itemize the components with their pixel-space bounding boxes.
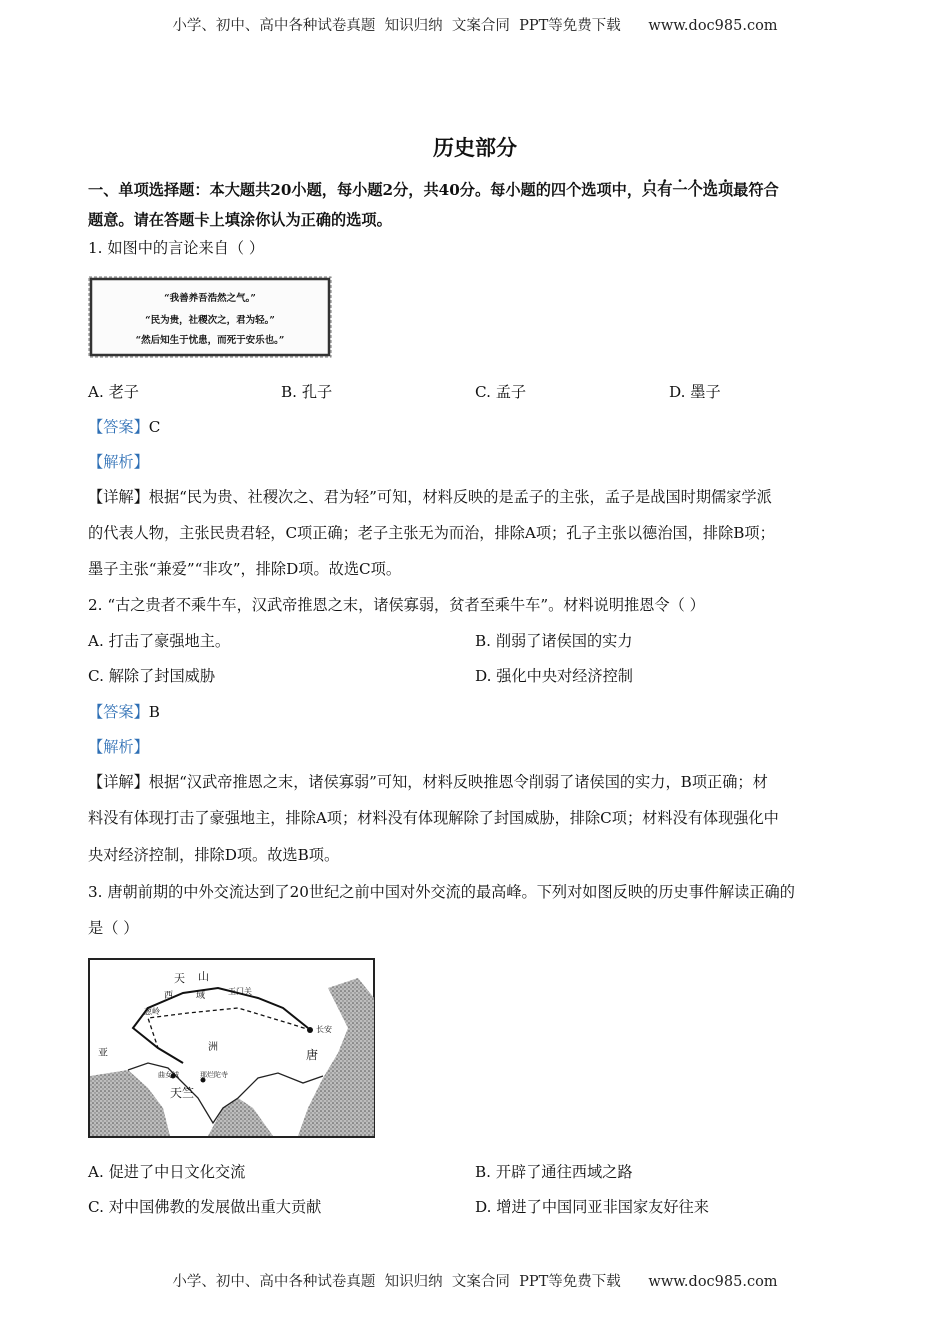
q1-detail-line-1: 【详解】根据“民为贵、社稷次之、君为轻”可知，材料反映的是孟子的主张，孟子是战国时期儒家学派 xyxy=(88,488,772,506)
page-header: 小学、初中、高中各种试卷真题 知识归纳 文案合同 PPT等免费下载 www.doc985.com xyxy=(172,18,778,34)
q3-option-a[interactable]: A. 促进了中日文化交流 xyxy=(88,1163,246,1181)
answer-tag: 【答案】 xyxy=(88,703,149,721)
q2-option-d[interactable]: D. 强化中央对经济控制 xyxy=(475,667,633,685)
q1-stem: 1. 如图中的言论来自（ ） xyxy=(88,239,265,257)
answer-value: B xyxy=(148,703,160,721)
map-label-xi: 西 xyxy=(164,991,174,1001)
detail-tag: 【详解】 xyxy=(88,773,149,791)
detail-tag: 【详解】 xyxy=(88,488,149,506)
map-label-zhou: 洲 xyxy=(208,1042,218,1053)
map-label-tianzhu: 天竺 xyxy=(170,1086,195,1100)
q1-answer xyxy=(88,417,868,437)
answer-value: C xyxy=(148,418,161,436)
q2-detail-line-2: 料没有体现打击了豪强地主，排除A项；材料没有体现解除了封国威胁，排除C项；材料没有体现强化中 xyxy=(88,809,779,827)
map-label-changan: 长安 xyxy=(316,1025,332,1034)
page-footer: 小学、初中、高中各种试卷真题 知识归纳 文案合同 PPT等免费下载 www.doc985.com xyxy=(172,1274,778,1290)
q2-option-c[interactable]: C. 解除了封国威胁 xyxy=(88,667,216,685)
map-label-tian: 天 xyxy=(174,972,185,985)
q1-option-a[interactable]: A. 老子 xyxy=(88,383,139,401)
q1-option-b[interactable]: B. 孔子 xyxy=(281,383,333,401)
map-label-yumenguan: 玉门关 xyxy=(228,987,252,996)
map-label-yu: 域 xyxy=(196,991,206,1001)
map-label-nalantuosi: 那烂陀寺 xyxy=(200,1071,228,1079)
map-label-shan: 山 xyxy=(198,970,209,983)
answer-tag: 【答案】 xyxy=(88,418,149,436)
q1-detail-line-2: 的代表人物，主张民贵君轻，C项正确；老子主张无为而治，排除A项；孔子主张以德治国，排除B项； xyxy=(88,524,775,542)
map-label-ya: 亚 xyxy=(98,1048,108,1059)
map-label-congling: 葱岭 xyxy=(144,1007,160,1016)
quote-line-1: “我善养吾浩然之气。” xyxy=(164,293,256,304)
q1-quote-image xyxy=(88,276,332,358)
q3-map-image xyxy=(88,958,375,1138)
section-instruction-line1: 一、单项选择题：本大题共20小题，每小题2分，共40分。每小题的四个选项中，只有一个选项最符合 xyxy=(88,181,779,199)
quote-line-2: “民为贵，社稷次之，君为轻。” xyxy=(145,315,275,326)
map-label-qunvcheng: 曲女城 xyxy=(158,1071,179,1079)
q3-option-c[interactable]: C. 对中国佛教的发展做出重大贡献 xyxy=(88,1198,322,1216)
q1-option-c[interactable]: C. 孟子 xyxy=(475,383,527,401)
q3-option-d[interactable]: D. 增进了中国同亚非国家友好往来 xyxy=(475,1198,709,1216)
quote-line-3: “然后知生于忧患，而死于安乐也。” xyxy=(135,335,285,346)
q1-detail-line-3: 墨子主张“兼爱”“非攻”，排除D项。故选C项。 xyxy=(88,560,402,578)
q2-analysis-tag: 【解析】 xyxy=(88,738,149,756)
q2-answer xyxy=(88,702,868,722)
q2-option-a[interactable]: A. 打击了豪强地主。 xyxy=(88,632,231,650)
q1-option-d[interactable]: D. 墨子 xyxy=(669,383,721,401)
q3-option-b[interactable]: B. 开辟了通往西域之路 xyxy=(475,1163,633,1181)
q2-stem: 2. “古之贵者不乘牛车，汉武帝推恩之末，诸侯寡弱，贫者至乘牛车”。材料说明推恩令（ ） xyxy=(88,596,705,614)
q2-detail-line-1: 【详解】根据“汉武帝推恩之末，诸侯寡弱”可知，材料反映推恩令削弱了诸侯国的实力，B项正确；材 xyxy=(88,773,768,791)
map-label-tang: 唐 xyxy=(306,1048,319,1062)
q3-stem-line-2: 是（ ） xyxy=(88,919,139,937)
page-title: 历史部分 xyxy=(433,135,517,160)
q2-detail-line-3: 央对经济控制，排除D项。故选B项。 xyxy=(88,846,340,864)
tang-route-map xyxy=(88,958,375,1138)
q2-option-b[interactable]: B. 削弱了诸侯国的实力 xyxy=(475,632,633,650)
q3-stem-line-1: 3. 唐朝前期的中外交流达到了20世纪之前中国对外交流的最高峰。下列对如图反映的历史事件解读正确的 xyxy=(88,883,795,901)
q1-analysis-tag: 【解析】 xyxy=(88,453,149,471)
section-instruction-line2: 题意。请在答题卡上填涂你认为正确的选项。 xyxy=(88,211,392,229)
